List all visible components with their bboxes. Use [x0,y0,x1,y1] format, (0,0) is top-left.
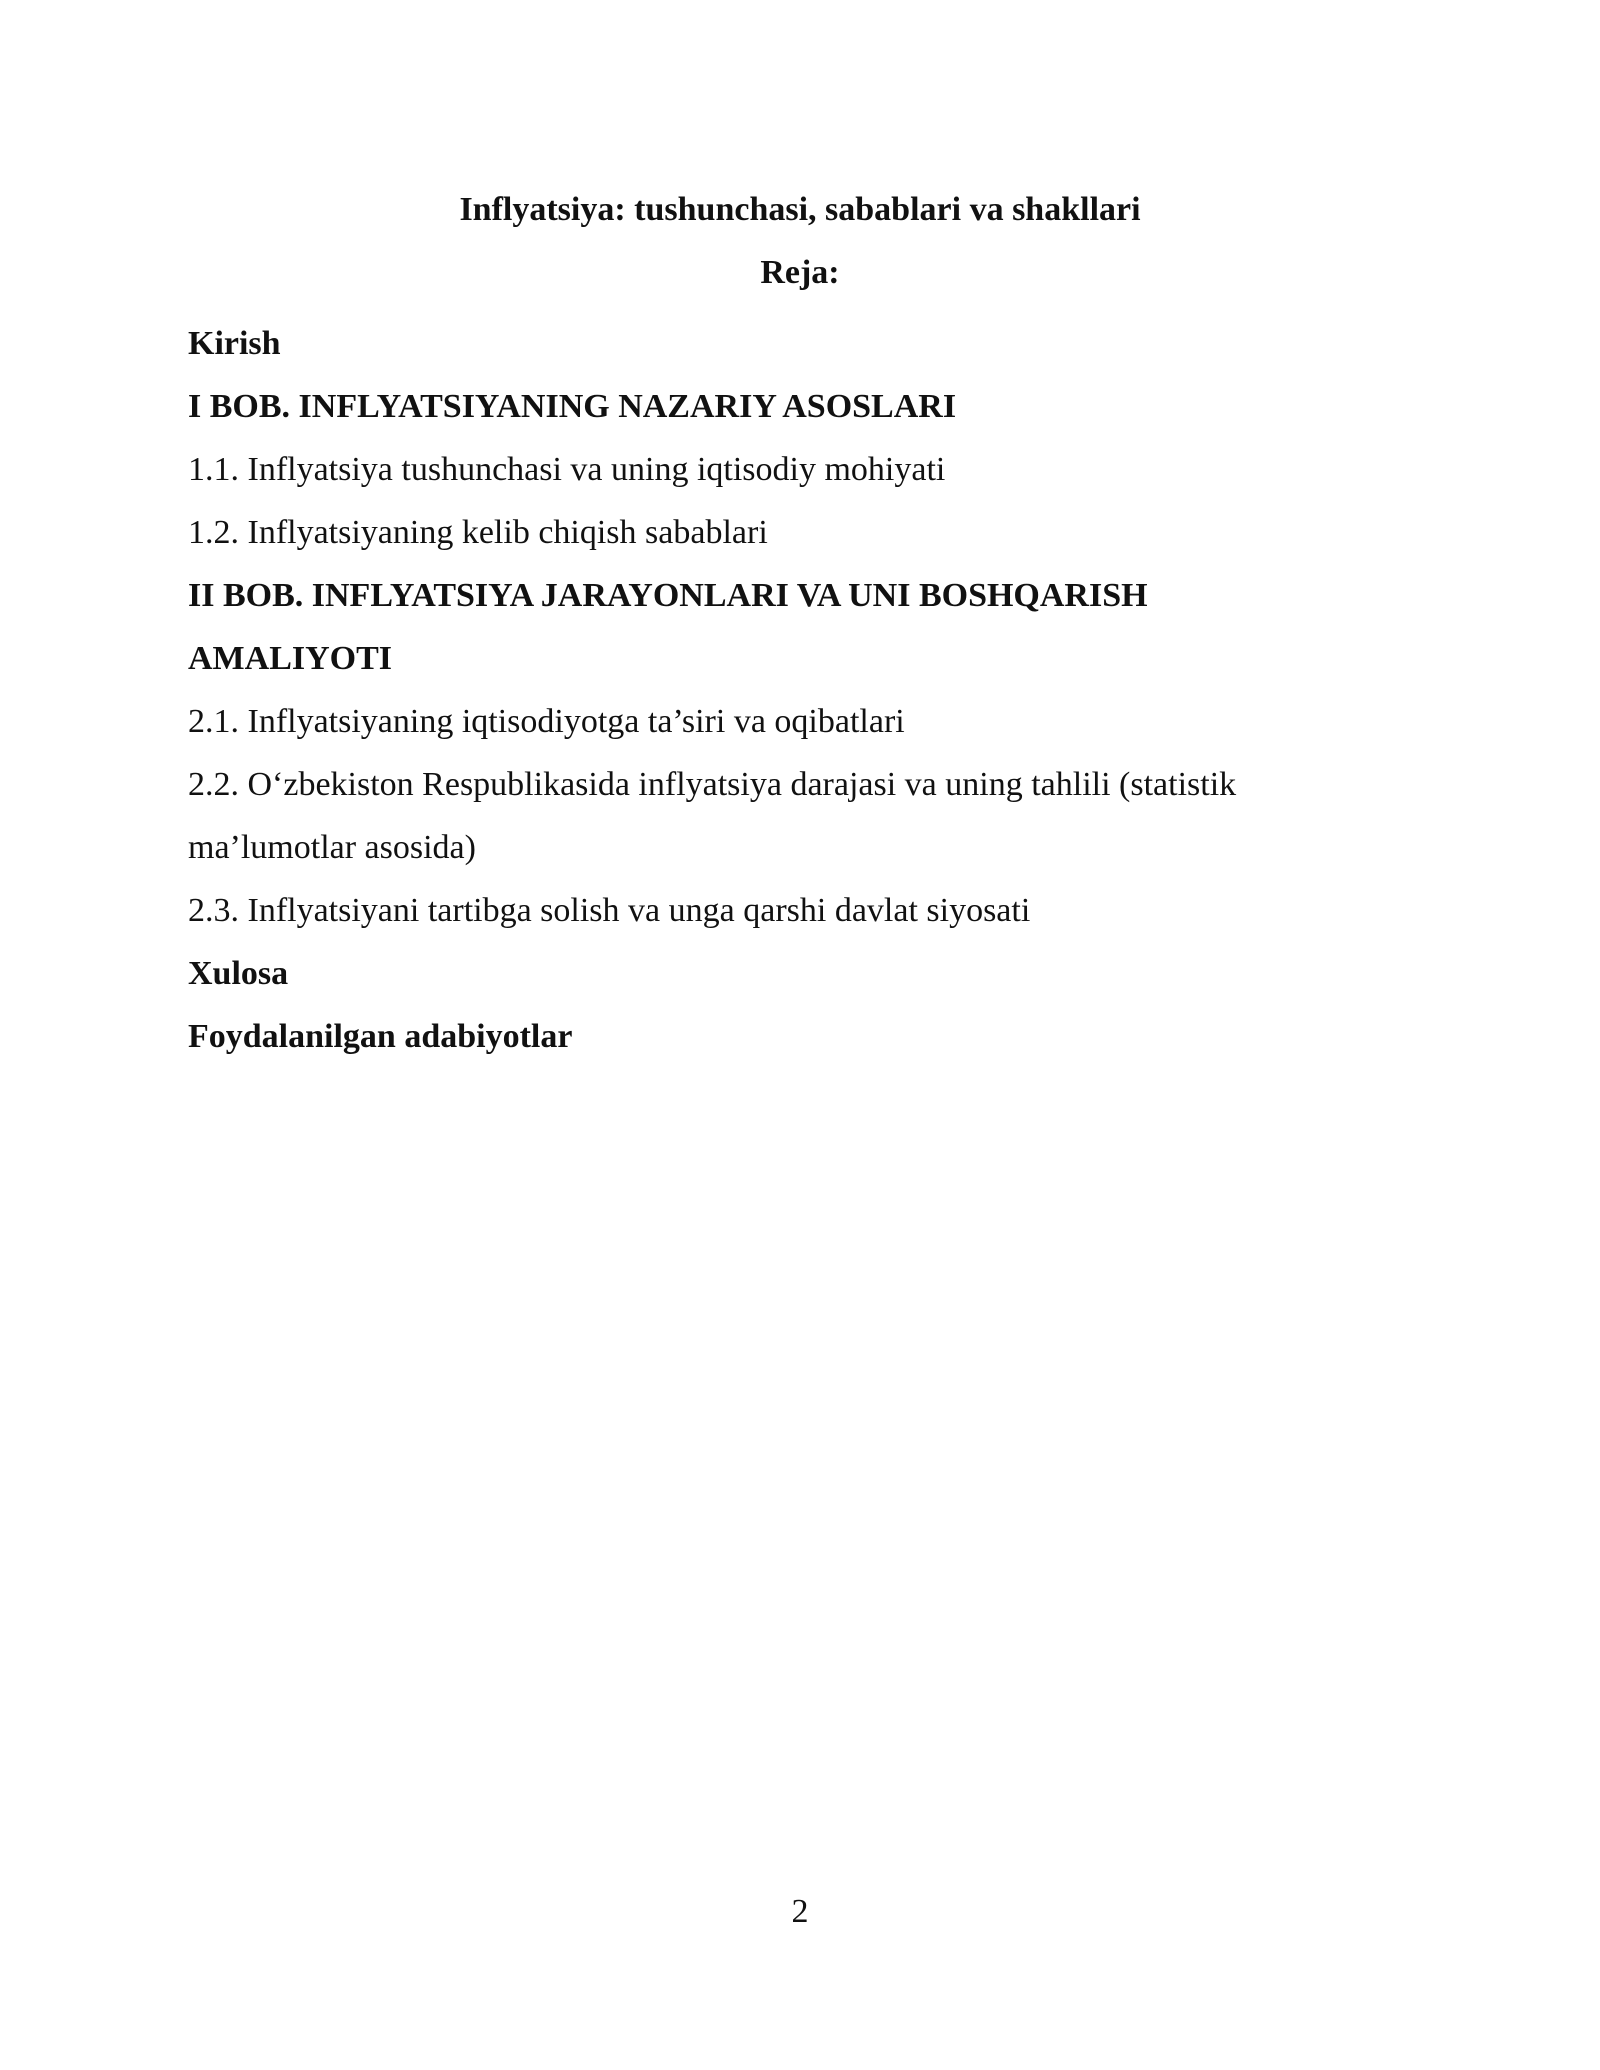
toc-item: AMALIYOTI [188,640,393,677]
page-number: 2 [791,1893,809,1930]
toc-item: 1.1. Inflyatsiya tushunchasi va uning iqtisodiy mohiyati [188,451,946,488]
toc-item: Foydalanilgan adabiyotlar [188,1018,573,1055]
toc-item: II BOB. INFLYATSIYA JARAYONLARI VA UNI BOSHQARISH [188,577,1148,614]
toc-item: Kirish [188,325,281,362]
toc-item: I BOB. INFLYATSIYANING NAZARIY ASOSLARI [188,388,957,425]
table-of-contents [188,312,1348,1068]
document-title: Inflyatsiya: tushunchasi, sabablari va shakllari [459,191,1141,228]
toc-item: 2.1. Inflyatsiyaning iqtisodiyotga ta’siri va oqibatlari [188,703,905,740]
toc-item: Xulosa [188,955,289,992]
toc-item: ma’lumotlar asosida) [188,829,476,866]
toc-item: 2.3. Inflyatsiyani tartibga solish va unga qarshi davlat siyosati [188,892,1031,929]
toc-item: 1.2. Inflyatsiyaning kelib chiqish sabablari [188,514,768,551]
plan-heading: Reja: [760,254,840,291]
toc-item: 2.2. O‘zbekiston Respublikasida inflyatsiya darajasi va uning tahlili (statistik [188,766,1237,803]
